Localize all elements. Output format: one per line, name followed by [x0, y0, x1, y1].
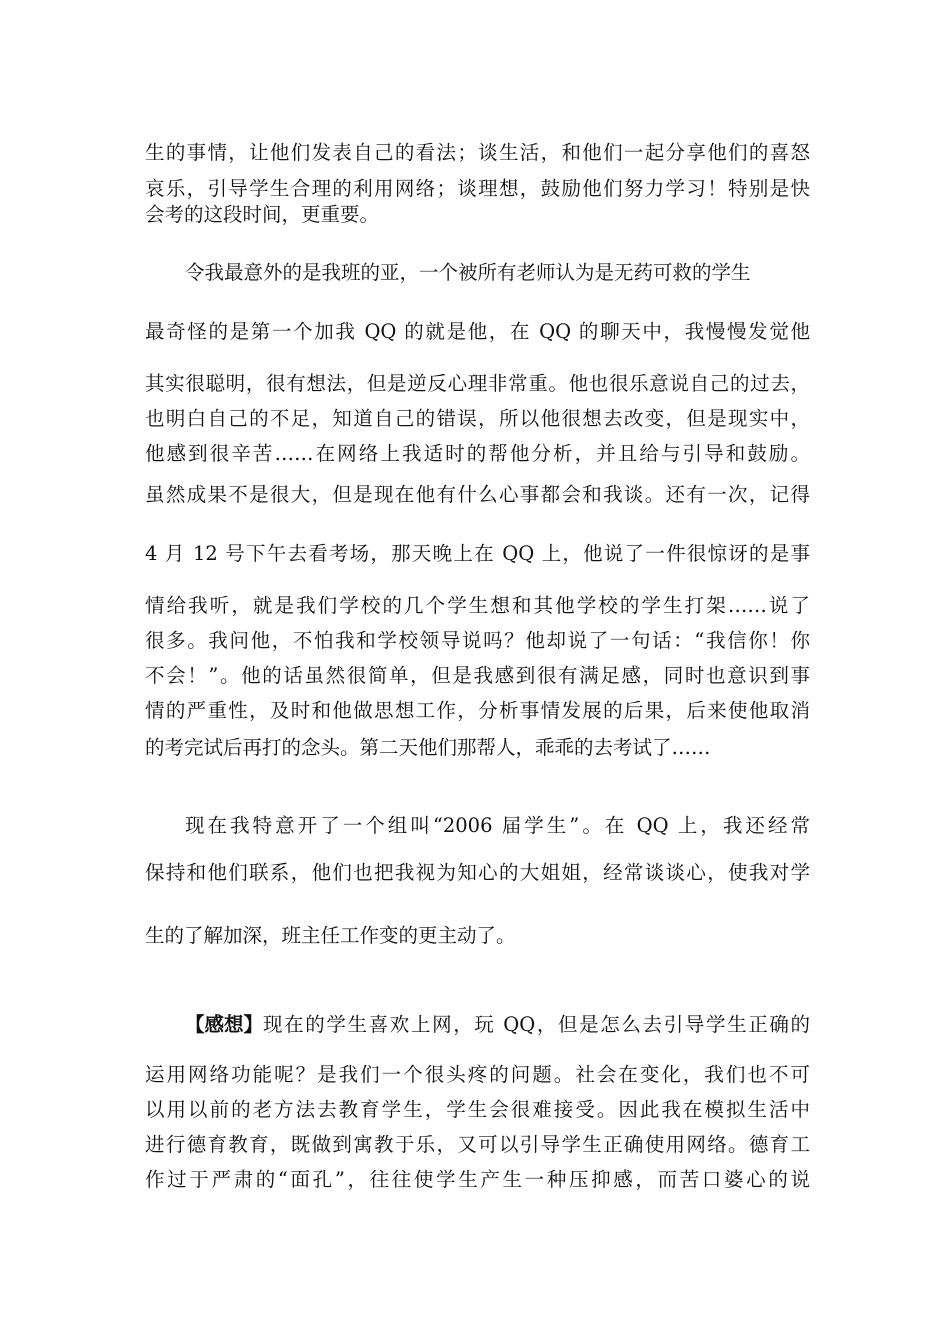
paragraph-2-line-2: 最奇怪的是第一个加我 QQ 的就是他，在 QQ 的聊天中，我慢慢发觉他 [145, 320, 810, 343]
reflection-label: 【感想】 [185, 1013, 264, 1036]
paragraph-2-line-5: 他感到很辛苦……在网络上我适时的帮他分析，并且给与引导和鼓励。 [145, 442, 810, 465]
paragraph-3-line-2: 保持和他们联系，他们也把我视为知心的大姐姐，经常谈谈心，使我对学 [145, 861, 810, 884]
paragraph-2-line-1: 令我最意外的是我班的亚，一个被所有老师认为是无药可救的学生 [185, 261, 751, 284]
paragraph-2-line-3: 其实很聪明，很有想法，但是逆反心理非常重。他也很乐意说自己的过去， [145, 372, 810, 395]
paragraph-2-line-9: 很多。我问他，不怕我和学校领导说吗？他却说了一句话：“我信你！你 [145, 629, 810, 652]
reflection-first-line: 现在的学生喜欢上网，玩 QQ，但是怎么去引导学生正确的 [263, 1013, 810, 1036]
paragraph-1-line-3: 会考的这段时间，更重要。 [145, 203, 380, 226]
paragraph-4-line-5: 作过于严肃的“面孔”，往往使学生产生一种压抑感，而苦口婆心的说 [145, 1168, 810, 1191]
paragraph-2-line-7: 4 月 12 号下午去看考场，那天晚上在 QQ 上，他说了一件很惊讶的是事 [145, 542, 810, 565]
paragraph-2-line-8: 情给我听，就是我们学校的几个学生想和其他学校的学生打架……说了 [145, 594, 810, 617]
paragraph-3-line-1: 现在我特意开了一个组叫“2006 届学生”。在 QQ 上，我还经常 [185, 814, 810, 837]
paragraph-2-line-4: 也明白自己的不足，知道自己的错误，所以他很想去改变，但是现实中， [145, 407, 810, 430]
paragraph-2-line-6: 虽然成果不是很大，但是现在他有什么心事都会和我谈。还有一次，记得 [145, 483, 810, 506]
paragraph-4-line-4: 进行德育教育，既做到寓教于乐，又可以引导学生正确使用网络。德育工 [145, 1133, 810, 1156]
paragraph-3-line-3: 生的了解加深，班主任工作变的更主动了。 [145, 924, 516, 947]
paragraph-2-line-12: 的考完试后再打的念头。第二天他们那帮人，乖乖的去考试了…… [145, 736, 711, 759]
paragraph-4-line-3: 以用以前的老方法去教育学生，学生会很难接受。因此我在模拟生活中 [145, 1098, 810, 1121]
paragraph-2-line-10: 不会！”。他的话虽然很简单，但是我感到很有满足感，同时也意识到事 [145, 664, 810, 687]
paragraph-2-line-11: 情的严重性，及时和他做思想工作，分析事情发展的后果，后来使他取消 [145, 699, 810, 722]
paragraph-1-line-2: 哀乐，引导学生合理的利用网络；谈理想，鼓励他们努力学习！特别是快 [145, 177, 810, 200]
paragraph-1-line-1: 生的事情，让他们发表自己的看法；谈生活，和他们一起分享他们的喜怒 [145, 141, 810, 164]
paragraph-4-line-1 [185, 1011, 810, 1039]
paragraph-4-line-2: 运用网络功能呢？是我们一个很头疼的问题。社会在变化，我们也不可 [145, 1063, 810, 1086]
